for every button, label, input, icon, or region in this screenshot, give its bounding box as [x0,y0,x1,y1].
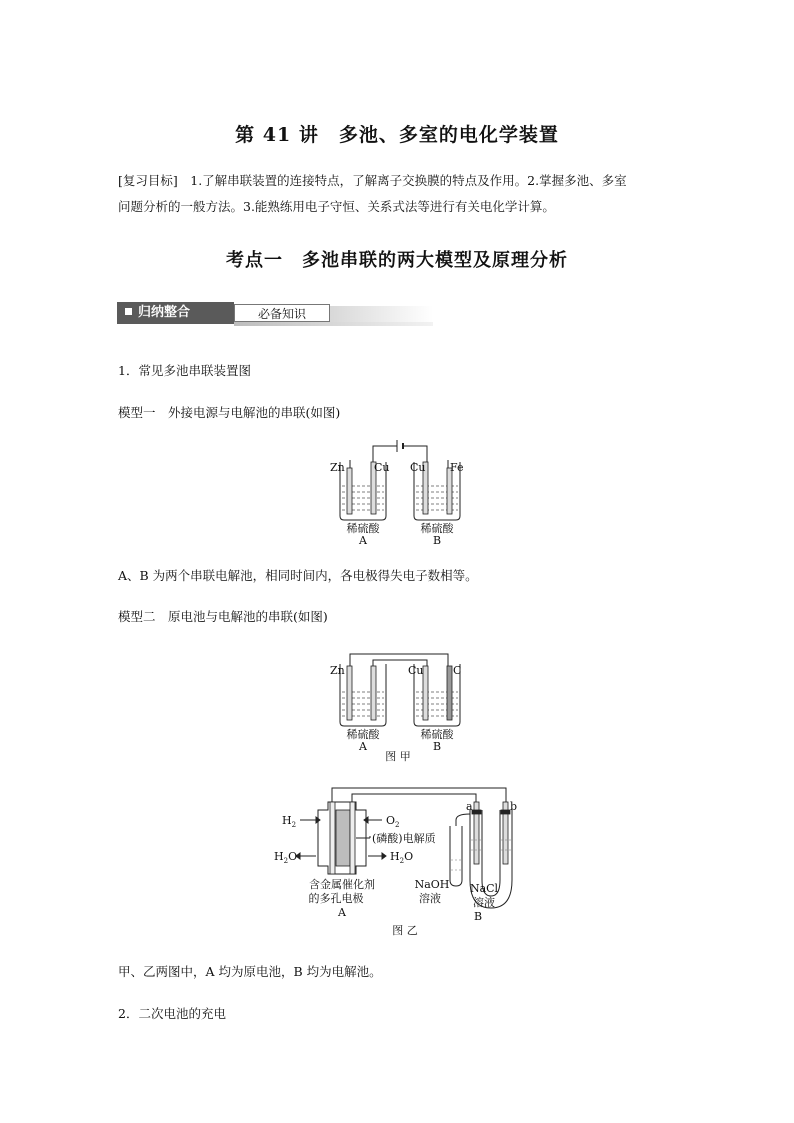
model2-label: 模型二 原电池与电解池的串联(如图) [118,609,328,624]
model1-note: A、B 为两个串联电解池，相同时间内，各电极得失电子数相等。 [118,568,478,583]
fig1-cu-right-label: Cu [410,461,426,474]
model1-label: 模型一 外接电源与电解池的串联(如图) [118,405,341,420]
fig3-h2-label: $H_2$ [282,814,297,829]
fig1-cu-left-label: Cu [374,461,390,474]
electrolyte-slab [336,810,350,866]
fig1-acid-a: 稀硫酸 [346,522,380,535]
fig3-electrode-line2: 的多孔电极 [308,892,364,905]
fig3-o2-label: $O_2$ [386,814,400,829]
section-title: 考点一 多池串联的两大模型及原理分析 [226,250,568,271]
fig2-label-b: B [432,740,442,753]
banner-primary [117,302,234,324]
lecture-title: 第 41 讲 多池、多室的电化学装置 [235,124,559,146]
fig2-zn-label: Zn [330,664,345,677]
review-line-2: 问题分析的一般方法。3.能熟练用电子守恒、关系式法等进行有关电化学计算。 [118,199,555,214]
fig3-naoh-line1: NaOH [414,878,450,891]
fig2-acid-a: 稀硫酸 [346,728,380,741]
figure-model2-jia [326,652,472,762]
fig1-zn-label: Zn [330,461,345,474]
fig2-caption: 图 甲 [385,750,411,762]
fig3-h2o-right-label: $H_2O$ [390,850,414,865]
banner-primary-label: 归纳整合 [138,305,191,320]
fig3-naoh-line2: 溶液 [419,892,441,905]
fig1-acid-b: 稀硫酸 [420,522,454,535]
item1-heading: 1．常见多池串联装置图 [118,363,251,378]
model2-note: 甲、乙两图中，A 均为原电池，B 均为电解池。 [118,964,382,979]
square-bullet-icon [125,308,132,315]
fig3-electrode-line1: 含金属催化剂 [309,878,375,891]
item2-heading: 2．二次电池的充电 [118,1006,226,1021]
review-objectives [118,168,688,220]
fig3-label-a: A [338,906,346,919]
fig3-caption: 图 乙 [392,924,418,937]
fig2-c-label: C [453,664,462,677]
fig2-acid-b: 稀硫酸 [420,728,454,741]
banner-secondary-label: 必备知识 [234,304,330,322]
fig1-label-a: A [359,534,367,547]
fig3-h2o-left-label: $H_2O$ [274,850,298,865]
figure-model1 [326,436,472,548]
review-line-1: [复习目标] 1.了解串联装置的连接特点，了解离子交换膜的特点及作用。2.掌握多池、多室 [118,173,627,188]
fig1-fe-label: Fe [450,461,464,474]
fig2-cu-label: Cu [408,664,424,677]
fig3-label-b: B [473,910,483,923]
fig3-b-label: b [510,800,518,813]
fig3-a-label: a [466,800,473,813]
figure-model2-yi [270,780,540,940]
fig3-electrolyte-label: (磷酸)电解质 [372,832,436,845]
fig2-label-a: A [359,740,367,753]
banner-fade [330,306,433,322]
fig3-nacl-line1: NaCl [469,882,499,895]
section-banner [117,302,433,325]
fig3-nacl-line2: 溶液 [473,896,495,909]
fig1-label-b: B [432,534,442,547]
